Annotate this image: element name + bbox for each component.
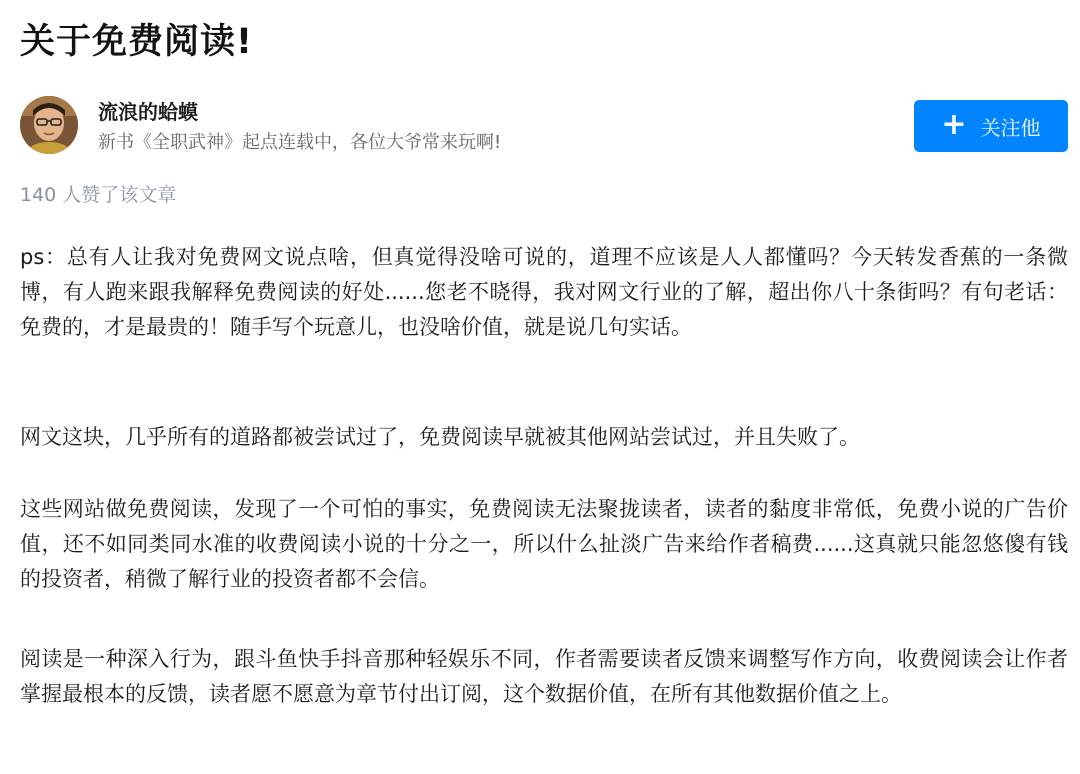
article-title: 关于免费阅读!	[20, 22, 253, 62]
follow-button-label: 关注他	[980, 115, 1041, 140]
article-paragraph: 阅读是一种深入行为，跟斗鱼快手抖音那种轻娱乐不同，作者需要读者反馈来调整写作方向，收费阅读会让作者掌握最根本的反馈，读者愿不愿意为章节付出订阅，这个数据价值，在所有其他数据价值之上。	[20, 647, 1068, 706]
follow-button[interactable]	[914, 100, 1068, 152]
author-avatar[interactable]	[20, 96, 78, 154]
plus-icon: +	[941, 107, 967, 142]
author-name[interactable]: 流浪的蛤蟆	[98, 100, 198, 124]
author-bio: 新书《全职武神》起点连载中，各位大爷常来玩啊!	[98, 132, 502, 153]
article-paragraph: ps：总有人让我对免费网文说点啥，但真觉得没啥可说的，道理不应该是人人都懂吗？今天转发香蕉的一条微博，有人跑来跟我解释免费阅读的好处......您老不晓得，我对网文行业的了解，超出你八十条街吗？有句老话：免费的，才是最贵的！随手写个玩意儿，也没啥价值，就是说几句实话。	[20, 245, 1068, 339]
author-avatar-photo-icon	[20, 96, 78, 154]
article-paragraph: 这些网站做免费阅读，发现了一个可怕的事实，免费阅读无法聚拢读者，读者的黏度非常低，免费小说的广告价值，还不如同类同水准的收费阅读小说的十分之一，所以什么扯淡广告来给作者稿费......这真就只能忽悠傻有钱的投资者，稍微了解行业的投资者都不会信。	[20, 497, 1068, 591]
author-info	[20, 96, 1070, 158]
article-paragraph: 网文这块，几乎所有的道路都被尝试过了，免费阅读早就被其他网站尝试过，并且失败了。	[20, 425, 860, 449]
like-count[interactable]: 140 人赞了该文章	[20, 184, 177, 206]
